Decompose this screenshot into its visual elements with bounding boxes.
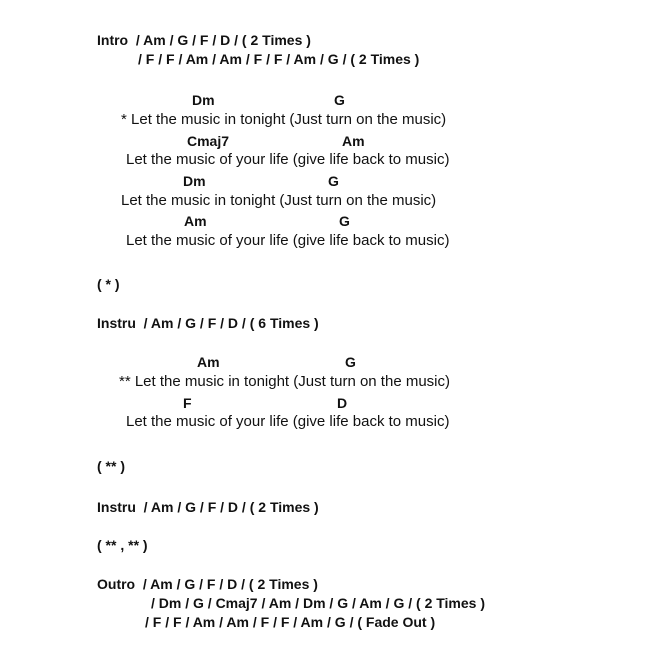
lyric-line: Let the music of your life (give life back to music) [126,232,450,249]
outro-line-3: / F / F / Am / Am / F / F / Am / G / ( Fade Out ) [145,614,436,630]
lyric-line: * Let the music in tonight (Just turn on the music) [121,111,447,128]
lyric-line: Let the music of your life (give life back to music) [126,151,450,168]
chord: Dm [192,92,215,108]
repeat-marker: ( * ) [97,276,120,292]
chord: G [339,213,350,229]
instru-line: Instru / Am / G / F / D / ( 2 Times ) [97,499,319,515]
chord: G [334,92,345,108]
chord: Am [184,213,207,229]
chord: Am [197,354,220,370]
outro-line-1: Outro / Am / G / F / D / ( 2 Times ) [97,576,318,592]
chord: Dm [183,173,206,189]
lyric-line: Let the music of your life (give life back to music) [126,413,450,430]
chord: G [328,173,339,189]
chord: G [345,354,356,370]
chord: Cmaj7 [187,133,230,149]
intro-line-2: / F / F / Am / Am / F / F / Am / G / ( 2 Times ) [138,51,420,67]
repeat-marker: ( ** ) [97,458,125,474]
outro-line-2: / Dm / G / Cmaj7 / Am / Dm / G / Am / G / ( 2 Times ) [151,595,486,611]
chord: F [183,395,192,411]
chord: Am [342,133,365,149]
intro-line-1: Intro / Am / G / F / D / ( 2 Times ) [97,32,311,48]
repeat-marker: ( ** , ** ) [97,537,148,553]
chord: D [337,395,348,411]
lyric-line: ** Let the music in tonight (Just turn on the music) [119,373,450,390]
instru-line: Instru / Am / G / F / D / ( 6 Times ) [97,315,319,331]
lyric-line: Let the music in tonight (Just turn on the music) [121,192,437,209]
